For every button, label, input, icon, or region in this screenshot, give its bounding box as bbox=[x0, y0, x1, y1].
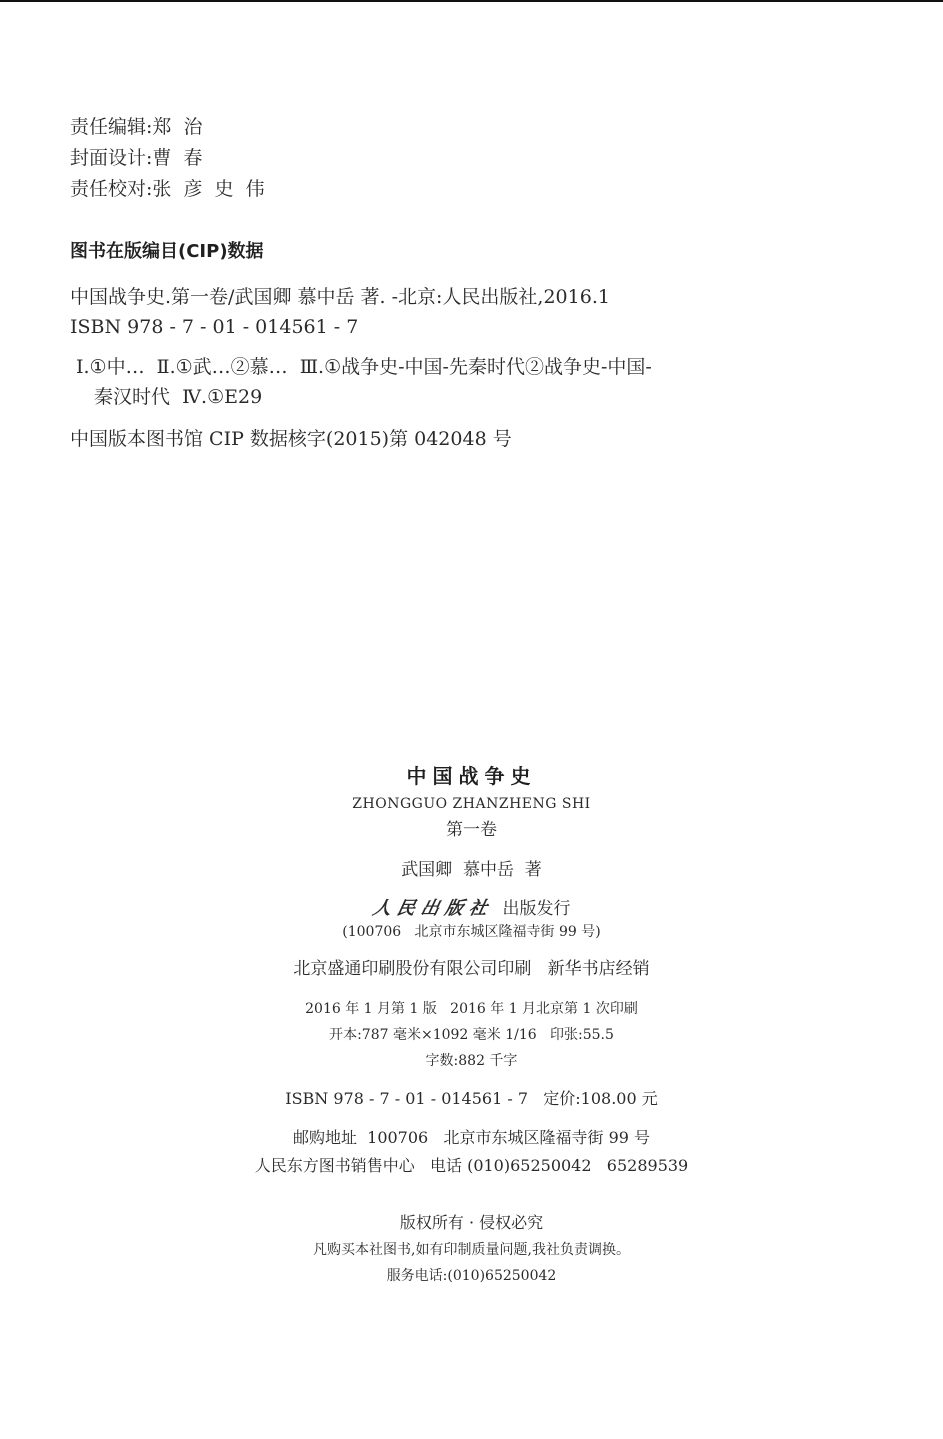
sales-center: 人民东方图书销售中心 电话 (010)65250042 65289539 bbox=[254, 1156, 689, 1175]
service-phone: 服务电话:(010)65250042 bbox=[386, 1268, 557, 1284]
credits-block bbox=[70, 112, 470, 205]
cip-record bbox=[70, 282, 890, 342]
book-title: 中国战争史 bbox=[406, 764, 537, 788]
publisher-address: (100706 北京市东城区隆福寺街 99 号) bbox=[342, 924, 601, 940]
format-sheets: 开本:787 毫米×1092 毫米 1/16 印张:55.5 bbox=[329, 1027, 614, 1043]
authors-line: 武国卿 慕中岳 著 bbox=[401, 860, 542, 880]
cip-classification bbox=[76, 352, 896, 412]
isbn-price: ISBN 978 - 7 - 01 - 014561 - 7 定价:108.00 元 bbox=[285, 1089, 658, 1108]
mailing-address: 邮购地址 100706 北京市东城区隆福寺街 99 号 bbox=[292, 1128, 651, 1147]
cip-number-block bbox=[70, 424, 890, 454]
responsible-editor: 责任编辑:郑 治 bbox=[70, 116, 203, 138]
publisher-line bbox=[0, 896, 943, 922]
cover-designer: 封面设计:曹 春 bbox=[70, 147, 203, 169]
cip-title-line: 中国战争史.第一卷/武国卿 慕中岳 著. -北京:人民出版社,2016.1 bbox=[70, 286, 610, 308]
top-border-rule bbox=[0, 0, 943, 2]
edition-printing: 2016 年 1 月第 1 版 2016 年 1 月北京第 1 次印刷 bbox=[305, 1001, 638, 1017]
proofreaders: 责任校对:张 彦 史 伟 bbox=[70, 178, 265, 200]
cip-data-number: 中国版本图书馆 CIP 数据核字(2015)第 042048 号 bbox=[70, 428, 512, 450]
exchange-notice: 凡购买本社图书,如有印制质量问题,我社负责调换。 bbox=[313, 1242, 630, 1258]
word-count: 字数:882 千字 bbox=[425, 1053, 518, 1069]
publisher-suffix: 出版发行 bbox=[502, 899, 571, 919]
cip-heading: 图书在版编目(CIP)数据 bbox=[70, 241, 264, 262]
cip-class-line-2: 秦汉时代 Ⅳ.①E29 bbox=[94, 386, 263, 408]
cip-class-line-1: Ⅰ.①中… Ⅱ.①武…②慕… Ⅲ.①战争史-中国-先秦时代②战争史-中国- bbox=[76, 356, 652, 378]
book-title-pinyin: ZHONGGUO ZHANZHENG SHI bbox=[352, 796, 591, 812]
printer-distributor: 北京盛通印刷股份有限公司印刷 新华书店经销 bbox=[293, 959, 650, 979]
rights-notice: 版权所有 · 侵权必究 bbox=[399, 1213, 544, 1232]
volume-label: 第一卷 bbox=[446, 820, 497, 840]
cip-isbn-line: ISBN 978 - 7 - 01 - 014561 - 7 bbox=[70, 316, 359, 338]
publisher-logo: 人民出版社 bbox=[370, 898, 495, 919]
